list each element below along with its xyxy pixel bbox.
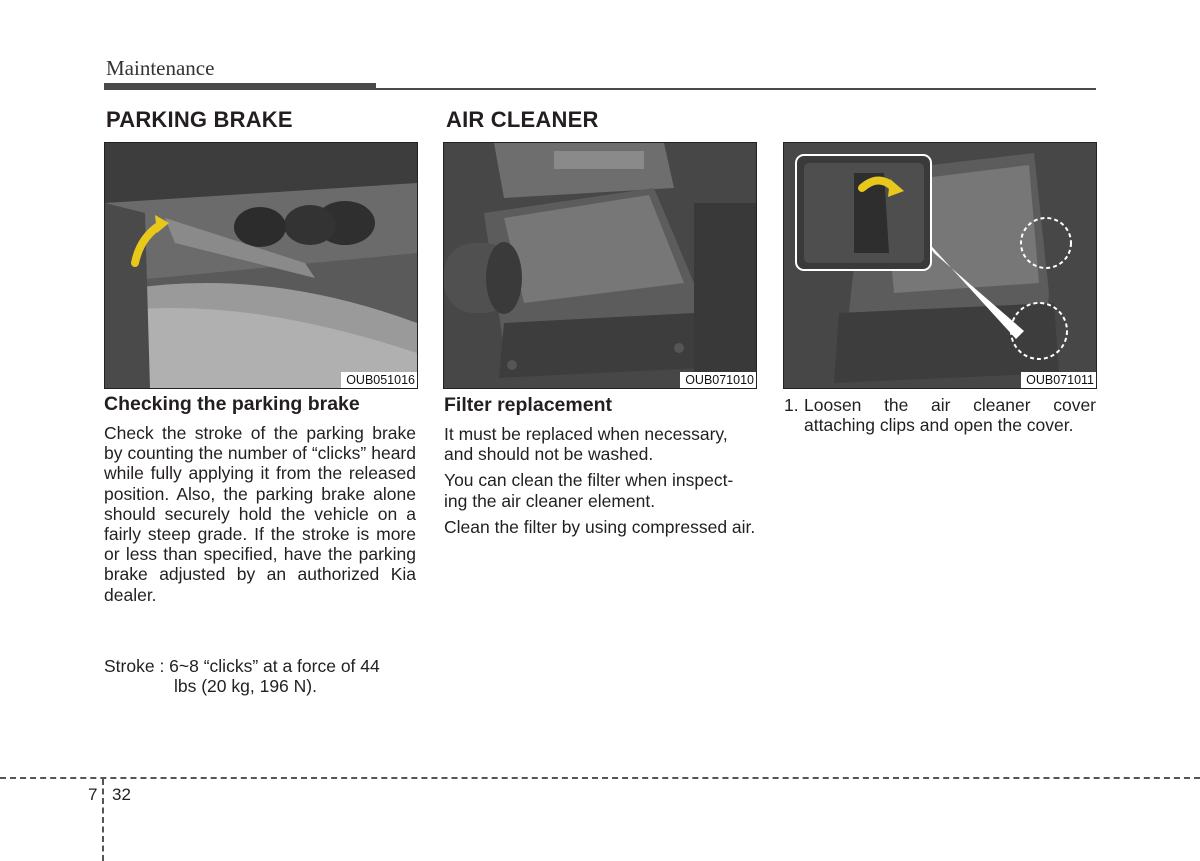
figure-caption: OUB071010 <box>680 372 756 388</box>
parking-brake-figure <box>104 142 418 389</box>
page-number: 32 <box>112 785 131 804</box>
filter-paragraph-3: Clean the filter by using compressed air. <box>444 516 756 537</box>
air-cleaner-title: AIR CLEANER <box>446 107 599 132</box>
filter-paragraph-2: You can clean the filter when inspect-ing the air cleaner element. <box>444 470 734 511</box>
header-rule-thick <box>104 83 376 90</box>
air-cleaner-illustration-1 <box>444 143 756 388</box>
chapter-number: 7 <box>88 785 98 804</box>
filter-replacement-body <box>444 424 756 543</box>
step-text: Loosen the air cleaner cover attaching clips and open the cover. <box>804 395 1096 436</box>
section-label: Maintenance <box>106 56 215 80</box>
stroke-spec: Stroke : 6~8 “clicks” at a force of 44 <box>104 656 380 676</box>
footer-dashed-rule <box>0 777 1200 779</box>
filter-paragraph-1: It must be replaced when necessary, and should not be washed. <box>444 424 728 465</box>
footer-dashed-divider <box>102 779 104 861</box>
air-cleaner-figure-1 <box>443 142 757 389</box>
parking-brake-title: PARKING BRAKE <box>106 107 293 132</box>
header-rule-thin <box>376 88 1096 90</box>
air-cleaner-illustration-2 <box>784 143 1096 388</box>
figure-caption: OUB071011 <box>1021 372 1096 388</box>
figure-caption: OUB051016 <box>341 372 417 388</box>
parking-brake-body <box>104 423 416 611</box>
parking-brake-paragraph: Check the stroke of the parking brake by counting the number of “clicks” heard while fully applying it from the released position. Also, the parking brake alone should securely hold the vehicle on a fairly steep grade. If the stroke is more or less than specified, have the parking brake adjusted by an authorized Kia dealer. <box>104 423 416 605</box>
stroke-spec-cont: lbs (20 kg, 196 N). <box>174 676 317 696</box>
step-1 <box>784 395 1096 435</box>
filter-replacement-subtitle: Filter replacement <box>444 394 612 416</box>
parking-brake-subtitle: Checking the parking brake <box>104 393 360 415</box>
parking-brake-illustration <box>105 143 417 388</box>
air-cleaner-figure-2 <box>783 142 1097 389</box>
step-number: 1. <box>784 395 799 415</box>
